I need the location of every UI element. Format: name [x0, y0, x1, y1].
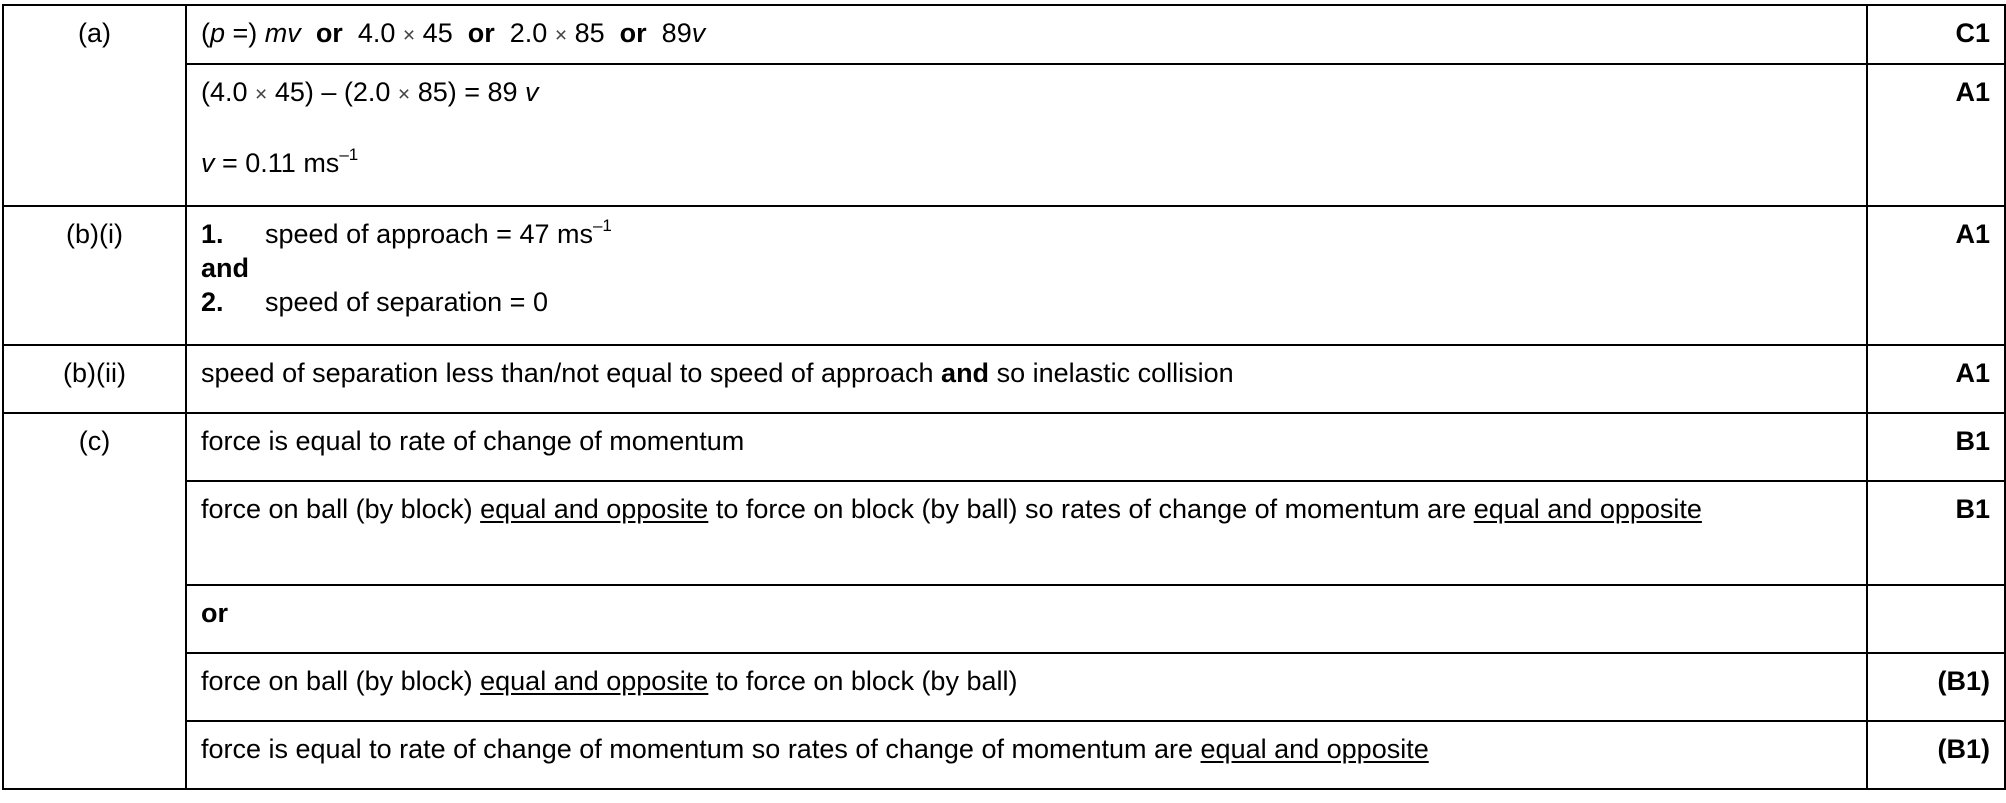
table-row — [3, 5, 2005, 64]
table-row — [3, 206, 2005, 345]
answer-cell — [186, 206, 1867, 345]
answer-cell: force on ball (by block) equal and opposite to force on block (by ball) — [186, 653, 1867, 721]
table-row — [3, 653, 2005, 721]
answer-cell: or — [186, 585, 1867, 653]
table-row — [3, 585, 2005, 653]
question-number-a: (a) — [3, 5, 186, 206]
equation-line: (4.0 × 45) – (2.0 × 85) = 89 v — [201, 77, 539, 107]
mark-cell: A1 — [1867, 206, 2005, 345]
question-number-c: (c) — [3, 413, 186, 789]
list-item: 1. speed of approach = 47 $ms^{-1}$ — [201, 216, 612, 249]
mark-cell: (B1) — [1867, 653, 2005, 721]
mark-cell: A1 — [1867, 64, 2005, 206]
answer-cell: force is equal to rate of change of momentum so rates of change of momentum are equal and opposite — [186, 721, 1867, 789]
mark-cell: C1 — [1867, 5, 2005, 64]
answer-cell: speed of separation less than/not equal to speed of approach and so inelastic collision — [186, 345, 1867, 413]
mark-cell: B1 — [1867, 413, 2005, 481]
table-row — [3, 481, 2005, 585]
list-item: 2. speed of separation = 0 — [201, 287, 548, 317]
table-row — [3, 413, 2005, 481]
answer-cell — [186, 64, 1867, 206]
answer-cell: force is equal to rate of change of momentum — [186, 413, 1867, 481]
question-number-bi: (b)(i) — [3, 206, 186, 345]
answer-cell: force on ball (by block) equal and opposite to force on block (by ball) so rates of change of momentum are equal and opposite — [186, 481, 1867, 585]
result-line: v = 0.11 $ms^{-1}$ — [201, 145, 359, 178]
table-row — [3, 345, 2005, 413]
table-row — [3, 64, 2005, 206]
connector-and: and — [201, 253, 250, 283]
answer-cell: (p =) mv or 4.0 × 45 or 2.0 × 85 or 89v — [186, 5, 1867, 64]
table-row — [3, 721, 2005, 789]
mark-cell: A1 — [1867, 345, 2005, 413]
mark-scheme-table — [2, 4, 2006, 790]
mark-cell: (B1) — [1867, 721, 2005, 789]
mark-cell: B1 — [1867, 481, 2005, 585]
mark-cell — [1867, 585, 2005, 653]
question-number-bii: (b)(ii) — [3, 345, 186, 413]
